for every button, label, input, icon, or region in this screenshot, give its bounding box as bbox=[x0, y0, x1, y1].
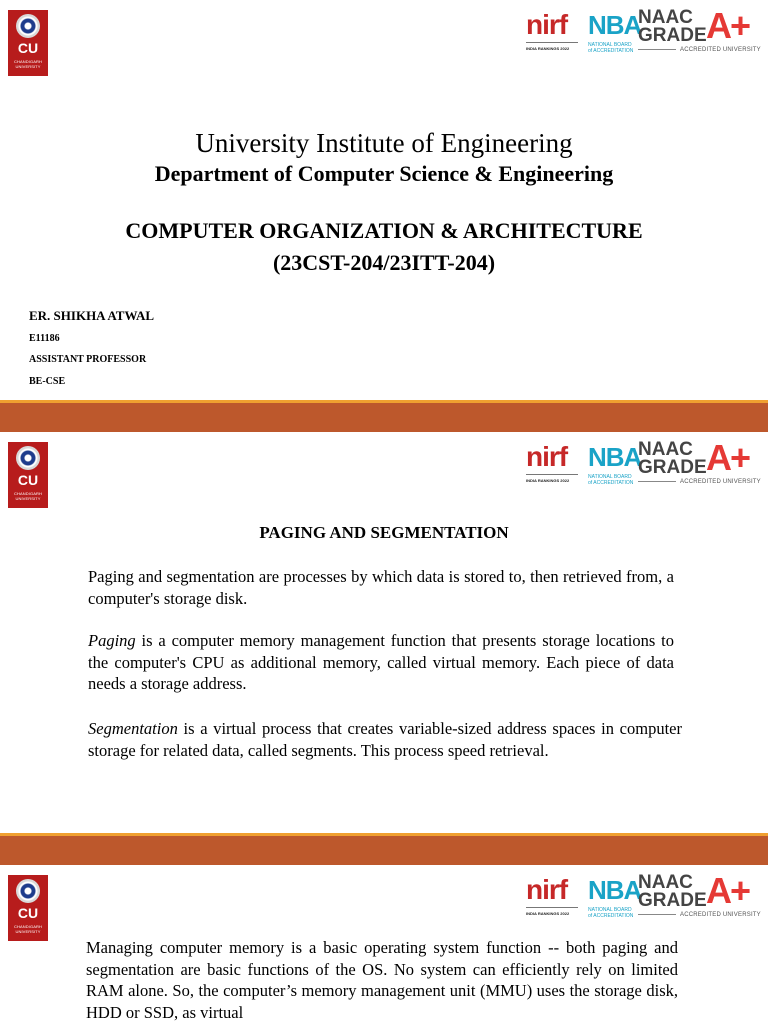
course-title: COMPUTER ORGANIZATION & ARCHITECTURE bbox=[125, 218, 643, 243]
slide-heading: PAGING AND SEGMENTATION bbox=[259, 523, 509, 542]
institute-title: University Institute of Engineering bbox=[195, 128, 573, 158]
naac-grade-label: GRADE bbox=[638, 890, 707, 911]
naac-wordmark: NAAC bbox=[638, 439, 693, 460]
paragraph-segmentation bbox=[88, 718, 682, 761]
naac-rule bbox=[638, 481, 676, 482]
naac-logo bbox=[638, 437, 761, 490]
nirf-rule bbox=[526, 42, 578, 43]
cu-logo-mark: CU bbox=[17, 40, 39, 56]
term-paging: Paging bbox=[88, 631, 136, 650]
cu-logo bbox=[8, 10, 48, 76]
naac-caption: ACCREDITED UNIVERSITY bbox=[680, 47, 761, 53]
cu-logo-name: CHANDIGARH UNIVERSITY bbox=[14, 491, 42, 501]
divider-accent bbox=[0, 400, 768, 403]
naac-wordmark: NAAC bbox=[638, 7, 693, 28]
nirf-logo bbox=[524, 442, 582, 488]
slide-divider bbox=[0, 833, 768, 865]
nirf-logo bbox=[524, 10, 582, 56]
accreditation-logos bbox=[524, 5, 761, 58]
naac-wordmark: NAAC bbox=[638, 872, 693, 893]
nba-logo bbox=[588, 875, 642, 921]
naac-caption: ACCREDITED UNIVERSITY bbox=[680, 912, 761, 918]
cu-emblem-icon bbox=[16, 14, 40, 38]
nirf-rule bbox=[526, 474, 578, 475]
cu-logo bbox=[8, 442, 48, 508]
cu-emblem-icon bbox=[16, 879, 40, 903]
nirf-logo bbox=[524, 875, 582, 921]
paragraph-memory-management: Managing computer memory is a basic operating system function -- both paging and segmentation are basic functions of the OS. No system can efficiently rely on limited RAM alone. So, the computer’s memory management unit (MMU) uses the storage disk, HDD or SSD, as virtual bbox=[86, 938, 678, 1023]
department-subtitle: Department of Computer Science & Engineering bbox=[154, 161, 614, 186]
divider-accent bbox=[0, 833, 768, 836]
nba-caption: NATIONAL BOARD of ACCREDITATION bbox=[588, 42, 634, 54]
paragraph-intro: Paging and segmentation are processes by which data is stored to, then retrieved from, a computer's storage disk. bbox=[88, 567, 674, 608]
naac-grade-value: A+ bbox=[706, 437, 750, 478]
author-dept: BE-CSE bbox=[29, 376, 66, 387]
slide-memory-management bbox=[0, 865, 768, 1024]
nba-wordmark: NBA bbox=[588, 442, 642, 472]
cu-logo-name: CHANDIGARH UNIVERSITY bbox=[14, 924, 42, 934]
course-code: (23CST-204/23ITT-204) bbox=[272, 250, 496, 275]
nba-caption: NATIONAL BOARD of ACCREDITATION bbox=[588, 474, 634, 486]
naac-grade-label: GRADE bbox=[638, 457, 707, 478]
accreditation-logos bbox=[524, 870, 761, 923]
naac-grade-value: A+ bbox=[706, 5, 750, 46]
naac-rule bbox=[638, 49, 676, 50]
nirf-caption: INDIA RANKINGS 2022 bbox=[526, 478, 570, 483]
nirf-wordmark: nirf bbox=[526, 874, 568, 905]
nirf-caption: INDIA RANKINGS 2022 bbox=[526, 911, 570, 916]
slide-divider bbox=[0, 400, 768, 432]
naac-logo bbox=[638, 870, 761, 923]
cu-logo-mark: CU bbox=[17, 905, 39, 921]
cu-logo-mark: CU bbox=[17, 472, 39, 488]
author-name: ER. SHIKHA ATWAL bbox=[29, 308, 155, 323]
nba-logo bbox=[588, 10, 642, 56]
cu-emblem-icon bbox=[16, 446, 40, 470]
slide-paging-segmentation bbox=[0, 432, 768, 832]
naac-caption: ACCREDITED UNIVERSITY bbox=[680, 479, 761, 485]
nirf-rule bbox=[526, 907, 578, 908]
cu-logo-name: CHANDIGARH UNIVERSITY bbox=[14, 59, 42, 69]
nba-logo bbox=[588, 442, 642, 488]
paragraph-paging bbox=[88, 630, 674, 695]
nirf-wordmark: nirf bbox=[526, 9, 568, 40]
term-segmentation: Segmentation bbox=[88, 719, 178, 738]
naac-grade-value: A+ bbox=[706, 870, 750, 911]
slide-title bbox=[0, 0, 768, 400]
nba-wordmark: NBA bbox=[588, 875, 642, 905]
naac-rule bbox=[638, 914, 676, 915]
cu-logo bbox=[8, 875, 48, 941]
naac-grade-label: GRADE bbox=[638, 25, 707, 46]
segmentation-definition: is a virtual process that creates variable-sized address spaces in computer storage for related data, called segments. This process speed retrieval. bbox=[88, 719, 682, 760]
accreditation-logos bbox=[524, 437, 761, 490]
paging-definition: is a computer memory management function that presents storage locations to the computer's CPU as additional memory, called virtual memory. Each piece of data needs a storage address. bbox=[88, 631, 674, 694]
author-role: ASSISTANT PROFESSOR bbox=[29, 354, 147, 365]
author-id: E11186 bbox=[29, 333, 60, 344]
nirf-caption: INDIA RANKINGS 2022 bbox=[526, 46, 570, 51]
nba-caption: NATIONAL BOARD of ACCREDITATION bbox=[588, 907, 634, 919]
naac-logo bbox=[638, 5, 761, 58]
nba-wordmark: NBA bbox=[588, 10, 642, 40]
nirf-wordmark: nirf bbox=[526, 441, 568, 472]
